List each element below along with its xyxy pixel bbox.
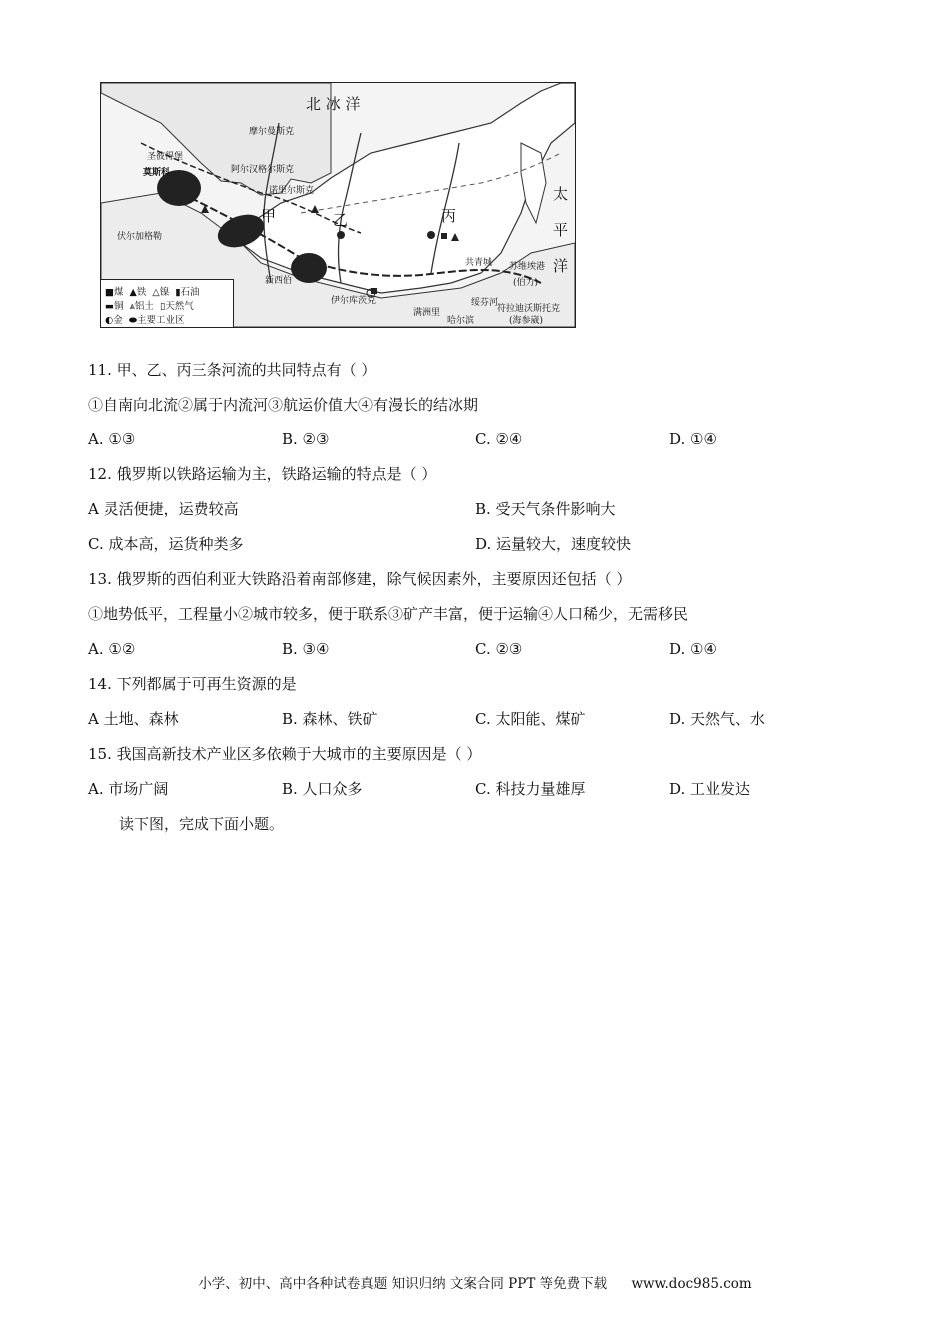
q14-option-c: C. 太阳能、煤矿	[475, 710, 586, 728]
russia-map	[100, 82, 576, 328]
map-label-vladivostok: 符拉迪沃斯托克	[497, 304, 561, 314]
gold-icon: ◐	[105, 315, 114, 326]
map-label-pacific-1: 太	[553, 185, 569, 203]
gas-icon: ▯	[156, 301, 166, 312]
q14-option-a: A 土地、森林	[88, 710, 179, 728]
q11-option-c: C. ②④	[475, 430, 523, 448]
q14-option-d: D. 天然气、水	[669, 710, 766, 728]
map-label-volgograd: 伏尔加格勒	[117, 232, 163, 242]
map-label-river-jia: 甲	[261, 207, 277, 225]
q13-option-b: B. ③④	[282, 640, 330, 658]
coal-icon: ■	[105, 287, 114, 298]
map-label-novosibirsk: 新西伯	[265, 276, 293, 286]
map-label-moscow: 莫斯科	[143, 168, 171, 178]
q15-option-b: B. 人口众多	[282, 780, 363, 798]
footer-text: 小学、初中、高中各种试卷真题 知识归纳 文案合同 PPT 等免费下载	[198, 1276, 608, 1292]
q11-option-d: D. ①④	[669, 430, 717, 448]
map-label-river-yi: 乙	[333, 211, 349, 229]
map-label-norilsk: 诺里尔斯克	[269, 186, 315, 196]
iron-icon: ▲	[126, 287, 137, 298]
map-label-arctic-ocean: 北 冰 洋	[306, 95, 361, 113]
industrial-area-icon: ⬬	[125, 315, 137, 326]
q11-option-a: A. ①③	[88, 430, 136, 448]
q15-option-c: C. 科技力量雄厚	[475, 780, 586, 798]
q12-option-a: A 灵活便捷，运费较高	[88, 500, 239, 518]
map-label-st-petersburg: 圣彼得堡	[147, 152, 184, 162]
oil-icon: ▮	[172, 287, 181, 298]
map-label-haishenwai: (海参崴)	[509, 316, 544, 326]
q12-option-b: B. 受天气条件影响大	[475, 500, 616, 518]
map-label-murmansk: 摩尔曼斯克	[249, 127, 295, 137]
q14-stem: 14. 下列都属于可再生资源的是	[88, 675, 297, 693]
bauxite-icon: ⩓	[126, 301, 135, 312]
q15-stem: 15. 我国高新技术产业区多依赖于大城市的主要原因是（ ）	[88, 745, 482, 763]
map-label-harbin: 哈尔滨	[447, 316, 475, 326]
q11-option-b: B. ②③	[282, 430, 330, 448]
map-label-bo: (伯力)	[513, 278, 539, 288]
q13-sub: ①地势低平，工程量小②城市较多，便于联系③矿产丰富，便于运输④人口稀少，无需移民	[88, 605, 689, 623]
map-label-river-bing: 丙	[441, 207, 457, 225]
q11-sub: ①自南向北流②属于内流河③航运价值大④有漫长的结冰期	[88, 396, 479, 414]
legend-row-1: ■煤 ▲铁 △镍 ▮石油	[105, 287, 200, 298]
q13-option-d: D. ①④	[669, 640, 717, 658]
map-label-pacific-3: 洋	[553, 257, 569, 275]
q14-option-b: B. 森林、铁矿	[282, 710, 378, 728]
legend-row-2: ▬铜 ⩓铝土 ▯天然气	[105, 301, 194, 312]
q12-stem: 12. 俄罗斯以铁路运输为主，铁路运输的特点是（ ）	[88, 465, 437, 483]
map-label-komsomolsk: 共青城	[465, 258, 493, 268]
map-label-pacific-2: 平	[553, 221, 569, 239]
q12-option-c: C. 成本高，运货种类多	[88, 535, 244, 553]
read-prompt: 读下图，完成下面小题。	[119, 815, 285, 833]
legend-row-3: ◐金 ⬬主要工业区	[105, 315, 185, 326]
q11-stem: 11. 甲、乙、丙三条河流的共同特点有（ ）	[88, 361, 377, 379]
q13-option-a: A. ①②	[88, 640, 136, 658]
map-label-arkhangelsk: 阿尔汉格尔斯克	[231, 165, 295, 175]
page-footer	[0, 1272, 950, 1292]
nickel-icon: △	[149, 287, 160, 298]
footer-url[interactable]: www.doc985.com	[631, 1276, 752, 1292]
copper-icon: ▬	[105, 301, 114, 312]
map-label-manzhouli: 满洲里	[413, 308, 441, 318]
q15-option-d: D. 工业发达	[669, 780, 751, 798]
q13-option-c: C. ②③	[475, 640, 523, 658]
q13-stem: 13. 俄罗斯的西伯利亚大铁路沿着南部修建，除气候因素外，主要原因还包括（ ）	[88, 570, 632, 588]
map-label-sovetskaya: 苏维埃港	[509, 262, 546, 272]
q12-option-d: D. 运量较大，速度较快	[475, 535, 632, 553]
map-label-irkutsk: 伊尔库茨克	[331, 296, 377, 306]
map-label-suifenhe: 绥芬河	[471, 298, 499, 308]
map-legend	[101, 279, 234, 328]
q15-option-a: A. 市场广阔	[88, 780, 169, 798]
